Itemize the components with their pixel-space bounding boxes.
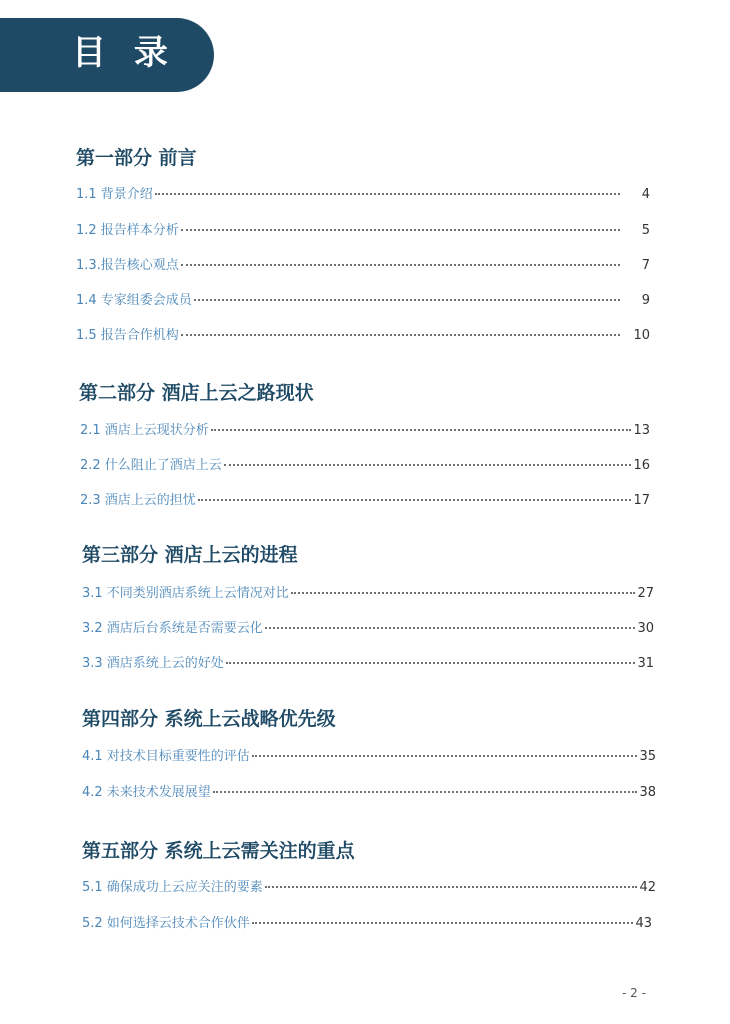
toc-entry-page: 31 xyxy=(637,656,654,671)
toc-entry-page: 27 xyxy=(637,586,654,601)
toc-entry-label: 1.1 背景介绍 xyxy=(76,187,153,202)
toc-entry-page: 17 xyxy=(633,493,650,508)
toc-leader-dots xyxy=(252,754,638,757)
toc-leader-dots xyxy=(226,661,636,664)
toc-entry[interactable] xyxy=(82,748,656,766)
toc-entry-page: 30 xyxy=(637,621,654,636)
toc-leader-dots xyxy=(155,192,620,195)
section-heading-1: 第一部分 前言 xyxy=(76,147,197,169)
toc-leader-dots xyxy=(181,333,620,336)
toc-entry[interactable] xyxy=(82,585,654,603)
toc-leader-dots xyxy=(211,428,632,431)
toc-entry-label: 1.3.报告核心观点 xyxy=(76,258,179,273)
toc-leader-dots xyxy=(252,921,634,924)
toc-entry-label: 3.1 不同类别酒店系统上云情况对比 xyxy=(82,586,289,601)
toc-entry[interactable] xyxy=(80,457,650,475)
toc-leader-dots xyxy=(213,790,638,793)
toc-leader-dots xyxy=(265,626,636,629)
toc-entry[interactable] xyxy=(82,879,656,897)
section-heading-2: 第二部分 酒店上云之路现状 xyxy=(79,382,314,404)
toc-entry-label: 3.3 酒店系统上云的好处 xyxy=(82,656,224,671)
toc-entry-page: 35 xyxy=(639,749,656,764)
toc-entry-page: 43 xyxy=(635,916,652,931)
section-heading-4: 第四部分 系统上云战略优先级 xyxy=(82,708,336,730)
toc-entry-page: 10 xyxy=(633,328,650,343)
toc-entry-page: 38 xyxy=(639,785,656,800)
toc-entry[interactable] xyxy=(80,422,650,440)
toc-entry[interactable] xyxy=(82,620,654,638)
toc-leader-dots xyxy=(224,463,632,466)
toc-entry-label: 2.2 什么阻止了酒店上云 xyxy=(80,458,222,473)
toc-entry-label: 4.2 未来技术发展展望 xyxy=(82,785,211,800)
toc-entry-label: 1.2 报告样本分析 xyxy=(76,223,179,238)
toc-entry-page: 16 xyxy=(633,458,650,473)
toc-entry[interactable] xyxy=(80,492,650,510)
toc-entry-label: 5.1 确保成功上云应关注的要素 xyxy=(82,880,263,895)
toc-entry-label: 5.2 如何选择云技术合作伙伴 xyxy=(82,916,250,931)
toc-entry-page: 13 xyxy=(633,423,650,438)
toc-entry[interactable] xyxy=(82,915,652,933)
toc-entry[interactable] xyxy=(76,257,650,275)
toc-entry-label: 2.3 酒店上云的担忧 xyxy=(80,493,196,508)
section-heading-5: 第五部分 系统上云需关注的重点 xyxy=(82,840,355,862)
toc-entry-label: 4.1 对技术目标重要性的评估 xyxy=(82,749,250,764)
toc-entry-label: 2.1 酒店上云现状分析 xyxy=(80,423,209,438)
toc-entry-page: 4 xyxy=(641,187,650,202)
toc-entry[interactable] xyxy=(76,186,650,204)
toc-entry-page: 7 xyxy=(641,258,650,273)
toc-entry[interactable] xyxy=(82,655,654,673)
toc-leader-dots xyxy=(198,498,632,501)
toc-entry[interactable] xyxy=(76,292,650,310)
toc-entry[interactable] xyxy=(76,222,650,240)
page-number: - 2 - xyxy=(622,986,646,1000)
toc-entry-label: 1.5 报告合作机构 xyxy=(76,328,179,343)
page-title: 目 录 xyxy=(72,33,176,73)
toc-entry[interactable] xyxy=(76,327,650,345)
toc-leader-dots xyxy=(291,591,636,594)
toc-leader-dots xyxy=(181,263,620,266)
toc-entry-page: 5 xyxy=(641,223,650,238)
toc-entry-page: 9 xyxy=(641,293,650,308)
toc-entry-label: 1.4 专家组委会成员 xyxy=(76,293,192,308)
section-heading-3: 第三部分 酒店上云的进程 xyxy=(82,544,298,566)
toc-leader-dots xyxy=(181,228,620,231)
toc-entry-page: 42 xyxy=(639,880,656,895)
toc-leader-dots xyxy=(265,885,638,888)
toc-entry-label: 3.2 酒店后台系统是否需要云化 xyxy=(82,621,263,636)
toc-entry[interactable] xyxy=(82,784,656,802)
toc-leader-dots xyxy=(194,298,620,301)
